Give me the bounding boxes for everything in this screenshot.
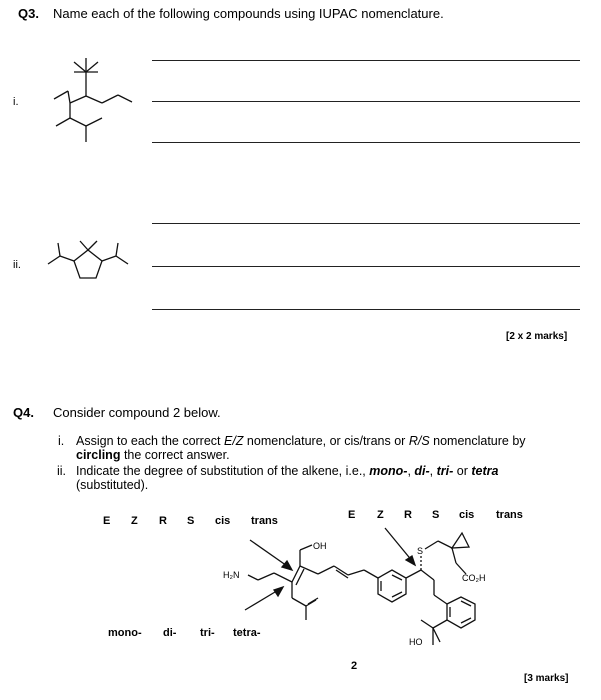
q4-item-ii-mono: mono- xyxy=(369,464,408,478)
option-left-z[interactable]: Z xyxy=(131,515,138,527)
q4-item-i-circling: circling xyxy=(76,448,121,462)
option-tetra[interactable]: tetra- xyxy=(233,627,261,639)
option-left-s[interactable]: S xyxy=(187,515,195,527)
option-left-r[interactable]: R xyxy=(159,515,167,527)
q4-item-i-a: Assign to each the correct xyxy=(76,434,224,448)
q4-marks: [3 marks] xyxy=(524,673,569,684)
option-left-cis[interactable]: cis xyxy=(215,515,231,527)
q4-item-i-b: nomenclature, or cis/trans or xyxy=(243,434,409,448)
q4-item-ii-sep1: , xyxy=(407,464,415,478)
q4-item-ii-tetra: tetra xyxy=(471,464,499,478)
q3-prompt: Name each of the following compounds using IUPAC nomenclature. xyxy=(53,6,444,21)
compound-label: 2 xyxy=(351,660,358,672)
option-right-e[interactable]: E xyxy=(348,509,356,521)
q4-number: Q4. xyxy=(13,405,34,420)
q4-item-ii-num: ii. xyxy=(57,464,67,478)
atom-s: S xyxy=(417,546,424,556)
option-right-s[interactable]: S xyxy=(432,509,440,521)
q3-number: Q3. xyxy=(18,6,39,21)
q3-part-i-label: i. xyxy=(13,96,19,108)
option-left-e[interactable]: E xyxy=(103,515,111,527)
option-left-trans[interactable]: trans xyxy=(251,515,278,527)
q4-item-ii-or: or xyxy=(453,464,472,478)
option-right-cis[interactable]: cis xyxy=(459,509,475,521)
q4-item-ii-b: (substituted). xyxy=(76,478,149,492)
q4-item-ii-sep2: , xyxy=(429,464,437,478)
q4-item-ii-tri: tri- xyxy=(436,464,454,478)
atom-ho: HO xyxy=(409,637,423,647)
q4-item-ii-a: Indicate the degree of substitution of the alkene, i.e., xyxy=(76,464,370,478)
atom-h2n: H₂N xyxy=(223,570,240,580)
atom-oh: OH xyxy=(313,541,327,551)
q3-part-ii-label: ii. xyxy=(13,259,21,271)
option-right-r[interactable]: R xyxy=(404,509,412,521)
q4-item-i-num: i. xyxy=(58,434,65,448)
option-di[interactable]: di- xyxy=(163,627,177,639)
option-mono[interactable]: mono- xyxy=(108,627,142,639)
option-right-z[interactable]: Z xyxy=(377,509,384,521)
option-tri[interactable]: tri- xyxy=(200,627,215,639)
q4-prompt: Consider compound 2 below. xyxy=(53,405,221,420)
q4-item-i-c: nomenclature by xyxy=(429,434,526,448)
q4-item-ii-di: di- xyxy=(414,464,430,478)
q4-item-i-rs: R/S xyxy=(408,434,430,448)
q3-marks: [2 x 2 marks] xyxy=(506,331,568,342)
option-right-trans[interactable]: trans xyxy=(496,509,523,521)
q4-item-i-d: the correct answer. xyxy=(120,448,230,462)
atom-co2h: CO₂H xyxy=(462,573,486,583)
q4-item-i-ez: E/Z xyxy=(224,434,244,448)
